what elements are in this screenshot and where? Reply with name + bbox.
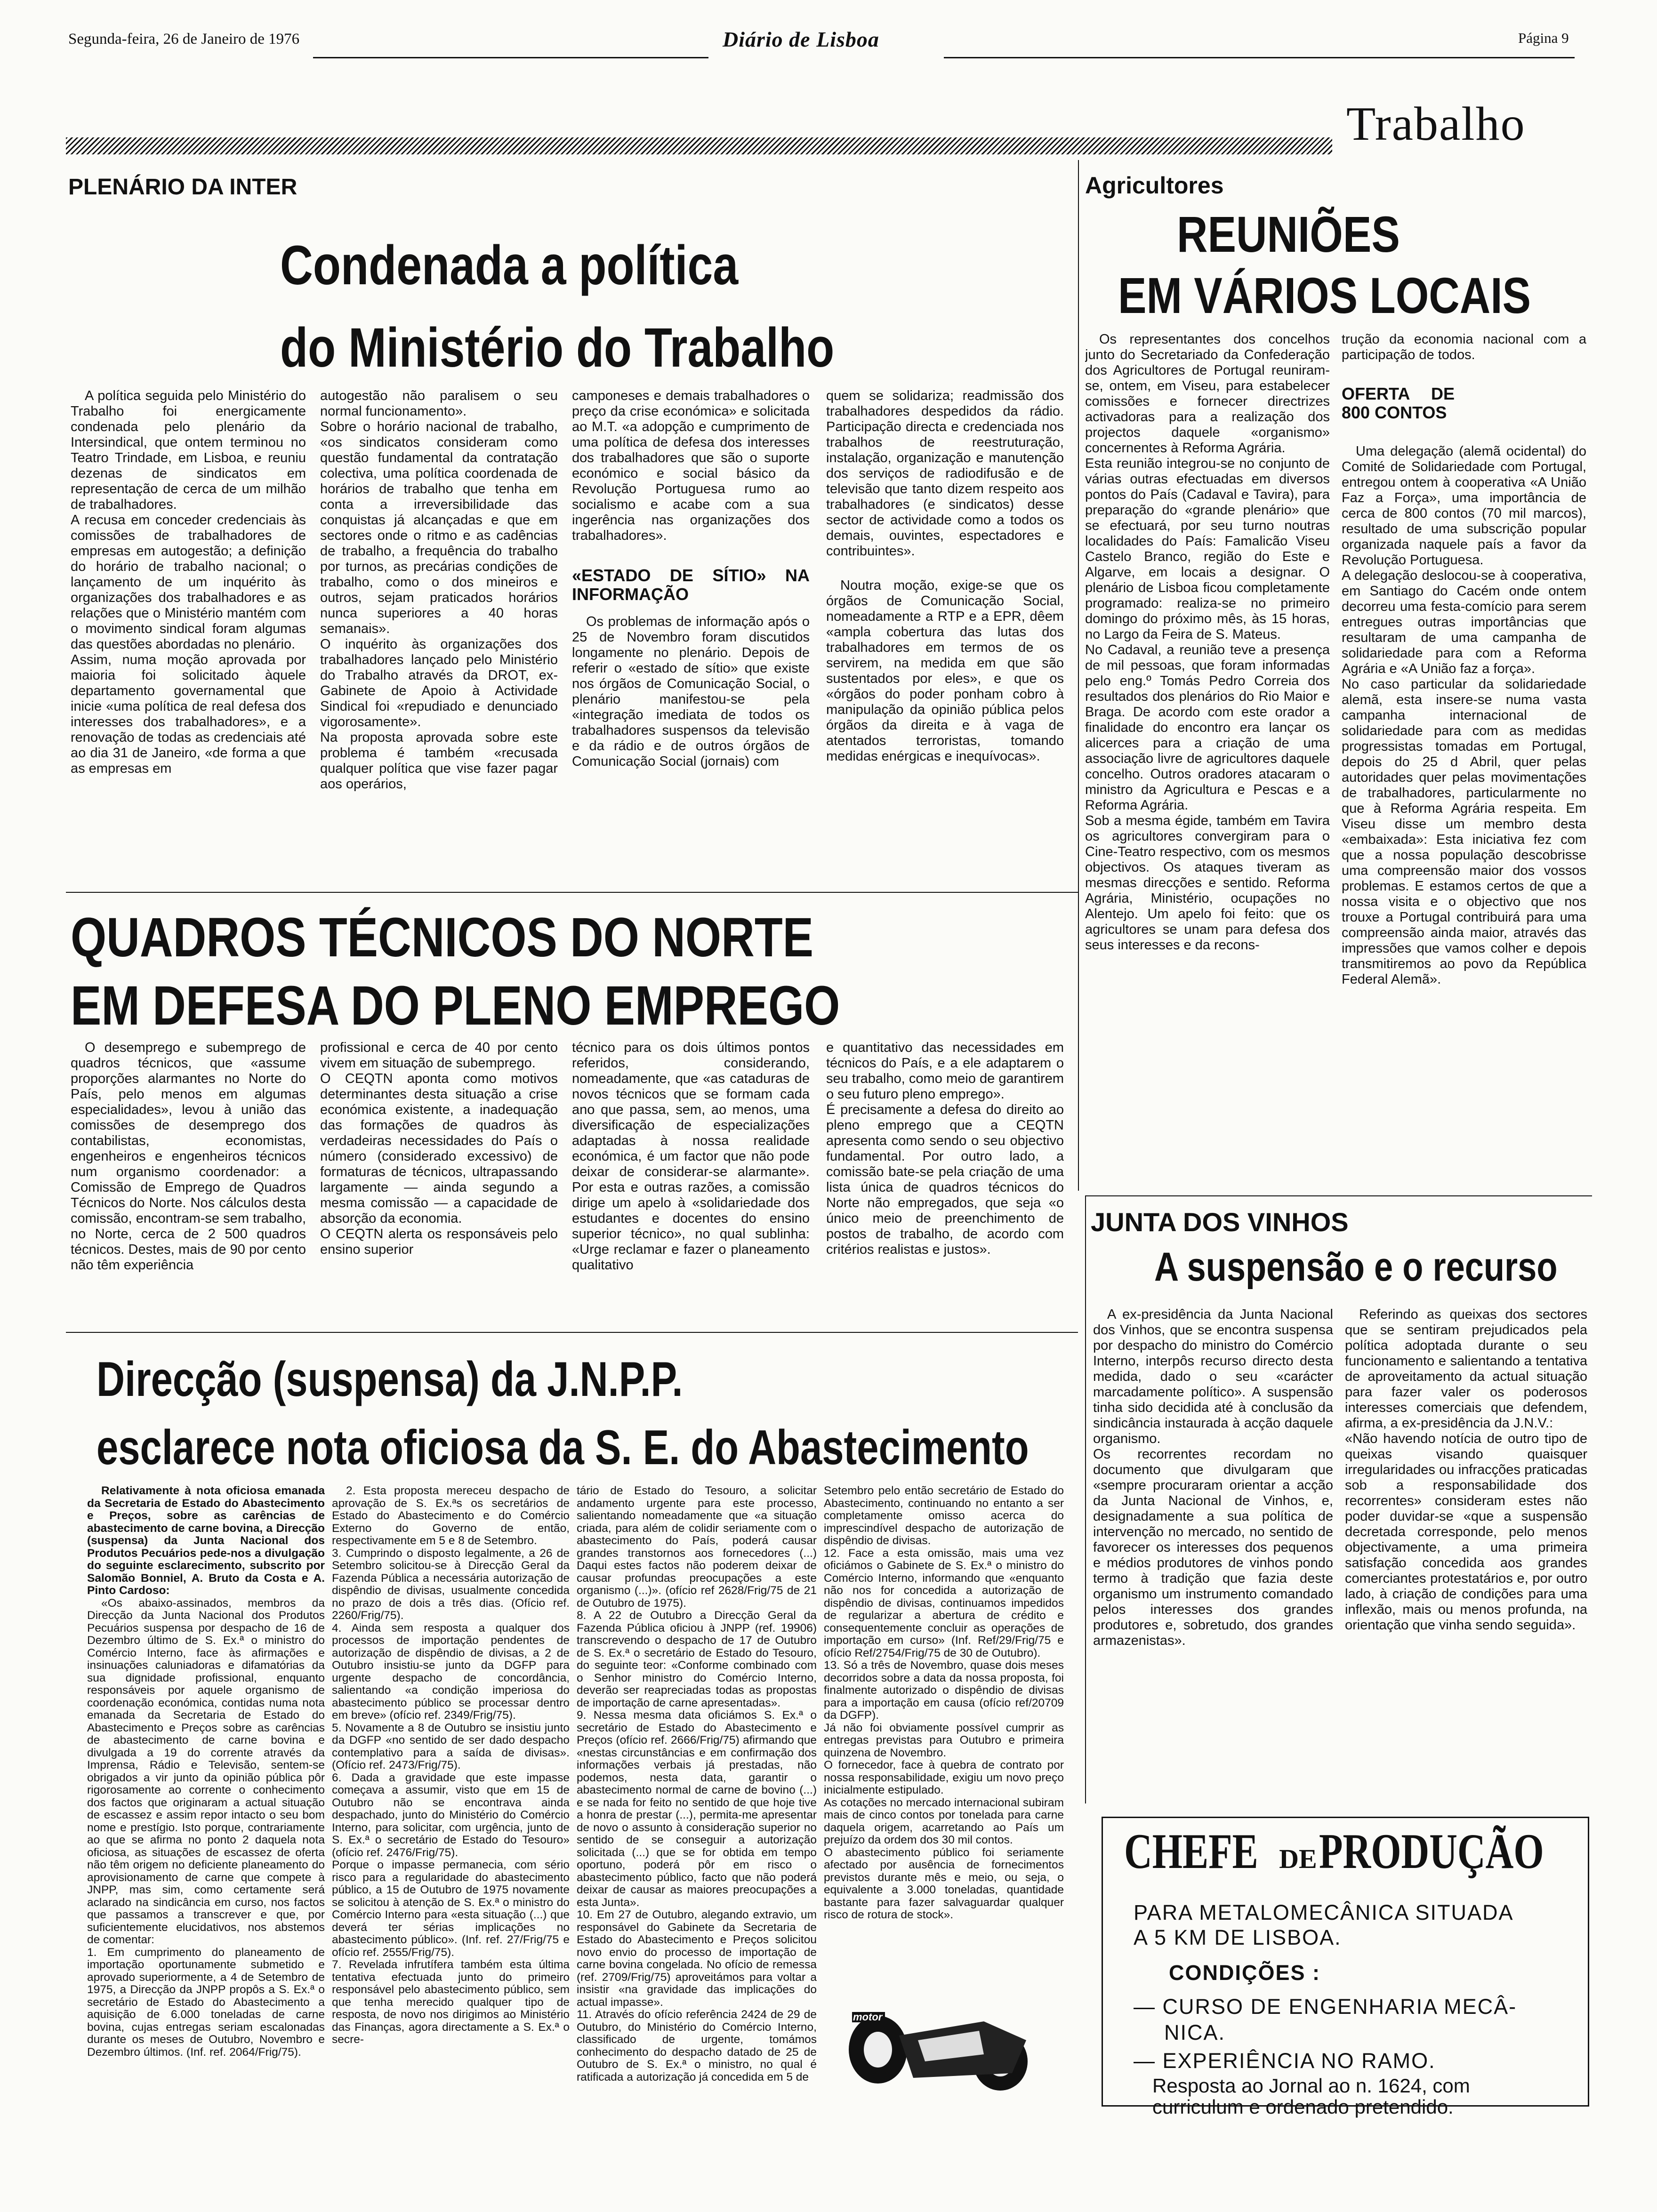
job-ad-reply-2: curriculum e ordenado pretendido.	[1152, 2096, 1454, 2118]
issue-date: Segunda-feira, 26 de Janeiro de 1976	[68, 31, 300, 48]
jnpp-top-rule	[66, 1332, 1078, 1333]
norte-column-2	[320, 1040, 558, 1318]
agri-subhead: OFERTA DE 800 CONTOS	[1342, 384, 1455, 422]
norte-headline-2: EM DEFESA DO PLENO EMPREGO	[71, 975, 840, 1037]
jnpp-headline-2: esclarece nota oficiosa da S. E. do Abastecimento	[97, 1420, 1029, 1475]
norte-col2-text: profissional e cerca de 40 por cento vivem em situação de subemprego. O CEQTN aponta como motivos determinantes desta situação a crise económica existente, a inadequação das formações de quadros às verdadeiras necessidades do País o número (considerado excessivo) de formaturas de técnicos, ultrapassando largamente — ainda segundo a mesma comissão — a capacidade de absorção da economia. O CEQTN alerta os responsáveis pelo ensino superior	[320, 1040, 558, 1257]
agri-column-1	[1085, 332, 1330, 1188]
agri-column-2	[1342, 332, 1586, 1188]
job-ad-title-b: DE	[1279, 1843, 1317, 1874]
inter-headline-2: do Ministério do Trabalho	[280, 317, 835, 379]
jnpp-headline-1: Direcção (suspensa) da J.N.P.P.	[97, 1352, 683, 1407]
newspaper-name: Diário de Lisboa	[723, 27, 879, 51]
masthead-rule-right	[944, 57, 1575, 58]
job-ad-item-1b: NICA.	[1164, 2020, 1226, 2044]
job-ad-reply-1: Resposta ao Jornal ao n. 1624, com	[1152, 2075, 1470, 2097]
jnpp-col2-text: 2. Esta proposta mereceu despacho de aprovação de S. Ex.ªs os secretários de Estado do Abastecimento e do Comércio Externo do Governo de então, respectivamente em 5 e 8 de Setembro. 3. Cumprindo o disposto legalmente, a 26 de Setembro solicitou-se à Direcção Geral da Fazenda Pública a necessária autorização de dispêndio de divisas, usualmente concedida no prazo de dois a três dias. (Ofício ref. 2260/Frig/75). 4. Ainda sem resposta a qualquer dos processos de importação pendentes de autorização de dispêndio de divisas, a 2 de Outubro insistiu-se junto da DGFP para urgente despacho de concordância, salientando «a condição imperiosa do abastecimento público se processar dentro em breve» (ofício ref. 2349/Frig/75). 5. Novamente a 8 de Outubro se insistiu junto da DGFP «no sentido de ser dado despacho contemplativo para a saída de divisas». (Ofício ref. 2473/Frig/75). 6. Dada a gravidade que este impasse começava a assumir, visto que em 15 de Outubro não se encontrava ainda despachado, junto do Ministério do Comércio Interno, para solicitar, com urgência, junto de S. Ex.ª o secretário de Estado do Tesouro» (ofício ref. 2476/Frig/75). Porque o impasse permanecia, com sério risco para a regularidade do abastecimento público, a 15 de Outubro de 1975 novamente se solicitou à atenção de S. Ex.ª o ministro do Comércio Interno para «esta situação (...) que deverá ter sérias implicações no abastecimento público». (Inf. ref. 27/Frig/75 e ofício ref. 2555/Frig/75). 7. Revelada infrutífera também esta última tentativa efectuada junto do primeiro responsável pelo abastecimento público, sem que tenha merecido qualquer tipo de resposta, de novo nos dirigimos ao Ministério das Finanças, agora directamente a S. Ex.ª o secre-	[332, 1485, 570, 2046]
inter-col2-text: autogestão não paralisem o seu normal funcionamento». Sobre o horário nacional de trabalho, «os sindicatos consideram como questão fundamental da contratação colectiva, uma política coordenada de horários de trabalho que tenha em conta a irreversibilidade das conquistas já alcançadas e que em sectores onde o ritmo e as cadências de trabalho, a frequência do trabalho por turnos, as precárias condições de trabalho, como o dos mineiros e outros, sejam praticados horários nunca superiores a 40 horas semanais». O inquérito às organizações dos trabalhadores lançado pelo Ministério do Trabalho através da DROT, ex-Gabinete de Apoio à Actividade Sindical foi «repudiado e denunciado vigorosamente». Na proposta aprovada sobre este problema é também «recusada qualquer política que vise fazer pagar aos operários,	[320, 388, 558, 792]
inter-col4a-text: quem se solidariza; readmissão dos trabalhadores despedidos da rádio. Participação directa e credenciada nos trabalhos de reestruturação, instalação, organização e manutenção dos serviços de radiodifusão e de televisão que tanto dizem respeito aos trabalhadores (e sindicatos) desse sector de actividade como a todos os demais, ouvintes, espectadores e contribuintes».	[826, 388, 1064, 559]
vinhos-box	[1085, 1195, 1592, 1803]
vinhos-column-2	[1345, 1307, 1587, 1796]
agri-headline-1: REUNIÕES	[1177, 206, 1400, 263]
inter-col3a-text: camponeses e demais trabalhadores o preço da crise económica» e solicitada ao M.T. «a adopção e cumprimento de uma política de defesa dos interesses dos trabalhadores que são o suporte económico e social básico da Revolução Portuguesa rumo ao socialismo e acabe com a sua ingerência nas organizações dos trabalhadores».	[572, 388, 810, 543]
jnpp-column-3	[577, 1485, 817, 2158]
vinhos-kicker: JUNTA DOS VINHOS	[1091, 1207, 1349, 1237]
jnpp-column-4	[824, 1485, 1064, 1974]
vinhos-headline: A suspensão e o recurso	[1154, 1244, 1558, 1290]
norte-column-1	[71, 1040, 306, 1318]
norte-column-3	[572, 1040, 810, 1318]
racing-car-illustration	[843, 1984, 1040, 2101]
agri-col1-text: Os representantes dos concelhos junto do Secretariado da Confederação dos Agricultores de Portugal reuniram-se, ontem, em Viseu, para estabelecer comissões e fornecer directrizes activadoras para a realização dos projectos daquele «organismo» concernentes à Reforma Agrária. Esta reunião integrou-se no conjunto de várias outras efectuadas em diversos pontos do País (Cadaval e Tavira), para preparação do «grande plenário» que se efectuará, por seu turno noutras localidades do País: Famalicão Viseu Castelo Branco, região do Este e Algarve, em locais a designar. O plenário de Lisboa ficou completamente programado: realiza-se no primeiro domingo do próximo mês, às 15 horas, no Largo da Feira de S. Mateus. No Cadaval, a reunião teve a presença de mil pessoas, que foram informadas pelo eng.º Tomás Pedro Correia dos resultados dos plenários do Rio Maior e Braga. De acordo com este orador a finalidade do encontro era lançar os alicerces para a criação de uma associação livre de agricultores daquele concelho. Outros oradores atacaram o ministro da Agricultura e Pescas e a Reforma Agrária. Sob a mesma égide, também em Tavira os agricultores convergiram para o Cine-Teatro respectivo, com os mesmos objectivos. Os ataques tiveram as mesmas direcções e sentido. Reforma Agrária, Ministério, ocupações no Alentejo. Um apelo foi feito: que os agricultores se unam para defesa dos seus interesses e da recons-	[1085, 332, 1330, 953]
inter-column-3	[572, 388, 810, 885]
norte-headline-1: QUADROS TÉCNICOS DO NORTE	[71, 906, 813, 969]
photo-caption: motor	[853, 2011, 883, 2023]
vinhos-col1-text: A ex-presidência da Junta Nacional dos Vinhos, que se encontra suspensa por despacho do ministro do Comércio Interno, interpôs recurso directo desta medida, dado o seu «carácter marcadamente político». A suspensão tinha sido decidida até à conclusão da sindicância instaurada à acção daquele organismo. Os recorrentes recordam no documento que divulgaram que «sempre procuraram orientar a acção da Junta Nacional de Vinhos, e, designadamente a sua política de intervenção no mercado, no sentido de favorecer os interesses dos pequenos e médios produtores de vinhos pondo termo à tradição que fazia deste organismo um instrumento comandado pelos interesses dos grandes produtores e, sobretudo, dos grandes armazenistas».	[1093, 1307, 1333, 1648]
section-title: Trabalho	[1346, 97, 1526, 151]
agri-col2a-text: trução da economia nacional com a participação de todos.	[1342, 332, 1586, 362]
norte-col4-text: e quantitativo das necessidades em técnicos do País, e a ele adaptarem o seu trabalho, como meio de garantirem o seu futuro pleno emprego». É precisamente a defesa do direito ao pleno emprego que a CEQTN apresenta como sendo o seu objectivo fundamental. Por outro lado, a comissão bate-se pela criação de uma lista única de quadros técnicos do Norte não empregados, que seja «o único meio de preenchimento de postos de trabalho, de acordo com critérios realistas e justos».	[826, 1040, 1064, 1257]
job-ad-box	[1102, 1817, 1589, 2118]
inter-column-2	[320, 388, 558, 885]
inter-subhead: «ESTADO DE SÍTIO» NA INFORMAÇÃO	[572, 566, 810, 604]
jnpp-col3-text: tário de Estado do Tesouro, a solicitar andamento urgente para este processo, salientando nomeadamente que «a situação criada, para além de colidir seriamente com o abastecimento do País, poderá causar grandes transtornos aos fornecedores (...) Daqui estes factos não poderem deixar de causar profundas preocupações a este organismo (...)». (ofício ref 2628/Frig/75 de 21 de Outubro de 1975). 8. A 22 de Outubro a Direcção Geral da Fazenda Pública oficiou à JNPP (ref. 19906) transcrevendo o despacho de 17 de Outubro de S. Ex.ª o secretário de Estado do Tesouro, do seguinte teor: «Conforme combinado com o Senhor ministro do Comércio Interno, deverão ser reapreciadas todas as propostas de importação de carne apresentadas». 9. Nessa mesma data oficiámos S. Ex.ª o secretário de Estado do Abastecimento e Preços (ofício ref. 2666/Frig/75) afirmando que «nestas circunstâncias e em confirmação dos informações verbais já prestadas, não podemos, nesta data, garantir o abastecimento normal de carne de bovino (...) e se nada for feito no sentido de que hoje tive a honra de prestar (...), permita-me apresentar de novo o assunto à consideração superior no sentido de se conseguir a autorização solicitada (...) que se for obtida em tempo oportuno, poderá pôr em risco o abastecimento público, facto que não poderá deixar de causar as maiores preocupações a esta Junta». 10. Em 27 de Outubro, alegando extravio, um responsável do Gabinete da Secretaria de Estado do Abastecimento e Preços solicitou novo envio do processo de importação de carne bovina congelada. No ofício de remessa (ref. 2709/Frig/75) aproveitámos para voltar a insistir «na gravidade das implicações do actual impasse». 11. Através do ofício referência 2424 de 29 de Outubro, do Ministério do Comércio Interno, classificado de urgente, tomámos conhecimento do despacho datado de 25 de Outubro de S. Ex.ª o ministro, no qual é ratificada a autorização já concedida em 5 de	[577, 1485, 817, 2084]
section-band	[66, 137, 1332, 154]
norte-top-rule	[66, 892, 1078, 893]
norte-column-4	[826, 1040, 1064, 1318]
jnpp-column-2	[332, 1485, 570, 2158]
agri-kicker: Agricultores	[1085, 172, 1224, 199]
inter-column-1	[71, 388, 306, 885]
racing-car-photo	[843, 1984, 1040, 2101]
jnpp-column-1	[87, 1485, 325, 2158]
inter-col3b-text: Os problemas de informação após o 25 de Novembro foram discutidos longamente no plenário. Depois de referir o «estado de sítio» que existe nos órgãos de Comunicação Social, o plenário manifestou-se pela «integração imediata de todos os trabalhadores suspensos da televisão e da rádio e de outros órgãos de Comunicação Social (jornais) com	[572, 614, 810, 769]
jnpp-col1-text: «Os abaixo-assinados, membros da Direcção da Junta Nacional dos Produtos Pecuários suspensa por despacho de 16 de Dezembro último de S. Ex.ª o ministro do Comércio Interno, face às afirmações e insinuações caluniadoras e difamatórias da sua dignidade profissional, enquanto responsáveis por aquele organismo de coordenação económica, contidas numa nota emanada da Secretaria de Estado do Abastecimento e Preços sobre as carências de abastecimento de carne bovina e divulgada a 19 do corrente através da Imprensa, Rádio e Televisão, sentem-se obrigados a vir junto da opinião pública pôr rigorosamente ao corrente o conhecimento dos factos que originaram a actual situação de escassez e assim repor intacto o seu bom nome e prestígio. Isto porque, contrariamente ao que se afirma no ponto 2 daquela nota oficiosa, as situações de escassez de oferta não têm origem no deficiente planeamento do aprovisionamento de carne que compete à JNPP, mas sim, como certamente será aclarado na sindicância em curso, nos factos que passamos a transcrever e que, por suficientemente elucidativos, nos abstemos de comentar: 1. Em cumprimento do planeamento de importação oportunamente submetido e aprovado superiormente, a 4 de Setembro de 1975, a Direcção da JNPP propôs a S. Ex.ª o secretário de Estado do Abastecimento a aquisição de 6.000 toneladas de carne bovina, cujas entregas seriam escalonadas durante os meses de Outubro, Novembro e Dezembro últimos. (Inf. ref. 2064/Frig/75).	[87, 1596, 325, 2059]
job-ad-conditions: CONDIÇÕES :	[1169, 1961, 1321, 1985]
vinhos-column-1	[1093, 1307, 1333, 1796]
job-ad-item-1a: — CURSO DE ENGENHARIA MECÂ-	[1134, 1995, 1517, 2019]
inter-col4b-text: Noutra moção, exige-se que os órgãos de Comunicação Social, nomeadamente a RTP e a EPR, dêem «ampla cobertura das lutas dos trabalhadores em termos de os servirem, na medida em que são sustentados por eles», e que os «órgãos do poder ponham cobro à manipulação da opinião pública pelos órgãos da direita e à vaga de atentados terroristas, tomando medidas enérgicas e inequívocas».	[826, 578, 1064, 764]
page-number: Página 9	[1518, 30, 1569, 46]
masthead	[68, 26, 1582, 68]
job-ad-item-2: — EXPERIÊNCIA NO RAMO.	[1134, 2049, 1436, 2073]
job-ad-line-1: PARA METALOMECÂNICA SITUADA	[1134, 1900, 1514, 1924]
job-ad-title-a: CHEFE	[1124, 1824, 1258, 1879]
vinhos-col2-text: Referindo as queixas dos sectores que se sentiram prejudicados pela política adoptada durante o seu funcionamento e salientando a tentativa de aproveitamento da actual situação para fazer valer os poderosos interesses comerciais que defendem, afirma, a ex-presidência da J.N.V.: «Não havendo notícia de outro tipo de queixas visando quaisquer irregularidades ou infracções praticadas sob a responsabilidade dos recorrentes» consideram estes não poder duvidar-se «que a suspensão decretada corresponde, pelo menos objectivamente, a uma primeira satisfação concedida aos grandes comerciantes protestatários e, por outro lado, à criação de condições para uma inflexão, mais ou menos profunda, na orientação que vinha sendo seguida».	[1345, 1307, 1587, 1633]
masthead-rule-left	[313, 57, 708, 58]
jnpp-col4-text: Setembro pelo então secretário de Estado do Abastecimento, continuando no entanto a ser completamente omisso acerca do imprescindível despacho de autorização de dispêndio de divisas. 12. Face a esta omissão, mais uma vez oficiámos o Gabinete de S. Ex.ª o ministro do Comércio Interno, informando que «enquanto não nos for concedida a autorização de dispêndio de divisas, continuamos impedidos de regularizar a abertura de crédito e consequentemente concluir as operações de importação em curso» (Inf. Ref/29/Frig/75 e ofício Ref/2754/Frig/75 de 30 de Outubro). 13. Só a três de Novembro, quase dois meses decorridos sobre a data da nossa proposta, foi finalmente autorizado o dispêndio de divisas para a importação em causa (ofício ref/20709 da DGFP). Já não foi obviamente possível cumprir as entregas previstas para Outubro e primeira quinzena de Novembro. O fornecedor, face à quebra de contrato por nossa responsabilidade, exigiu um novo preço inicialmente estipulado. As cotações no mercado internacional subiram mais de cinco contos por tonelada para carne daquela origem, acarretando ao País um prejuízo da ordem dos 30 mil contos. O abastecimento público foi seriamente afectado por ausência de fornecimentos previstos durante mês e meio, ou seja, o equivalente a 3.000 toneladas, quantidade bastante para fazer salvaguardar qualquer risco de rotura de stock».	[824, 1485, 1064, 1921]
job-ad-line-2: A 5 KM DE LISBOA.	[1134, 1925, 1342, 1949]
job-ad-title	[1124, 1823, 1607, 1880]
inter-kicker: PLENÁRIO DA INTER	[68, 175, 298, 200]
inter-headline-1: Condenada a política	[280, 234, 739, 297]
agri-headline-2: EM VÁRIOS LOCAIS	[1118, 267, 1531, 324]
jnpp-lead-text: Relativamente à nota oficiosa emanada da Secretaria de Estado do Abastecimento e Preços, sobre as carências de abastecimento de carne bovina, a Direcção (suspensa) da Junta Nacional dos Produtos Pecuários pede-nos a divulgação do seguinte esclarecimento, subscrito por Salomão Bonniel, A. Bruto da Costa e A. Pinto Cardoso:	[87, 1485, 325, 1597]
inter-column-4	[826, 388, 1064, 885]
job-ad-title-c: PRODUÇÃO	[1319, 1824, 1544, 1879]
right-column-divider	[1078, 160, 1079, 1191]
norte-col1-text: O desemprego e subemprego de quadros técnicos, que «assume proporções alarmantes no Norte do País, pelo menos em algumas especialidades», levou à união das comissões de desemprego dos contabilistas, economistas, engenheiros e engenheiros técnicos num organismo coordenador: a Comissão de Emprego de Quadros Técnicos do Norte. Nos cálculos desta comissão, encontram-se sem trabalho, no Norte, cerca de 2 500 quadros técnicos. Destes, mais de 90 por cento não têm experiência	[71, 1040, 306, 1273]
agri-col2b-text: Uma delegação (alemã ocidental) do Comité de Solidariedade com Portugal, entregou ontem à cooperativa «A União Faz a Força», uma importância de cerca de 800 contos (70 mil marcos), resultado de uma subscrição popular organizada naquele país a favor da Revolução Portuguesa. A delegação deslocou-se à cooperativa, em Santiago do Cacém onde ontem decorreu uma festa-comício para serem entregues outras importâncias que resultaram de uma campanha de solidariedade para com a Reforma Agrária e «A União faz a força». No caso particular da solidariedade alemã, esta insere-se numa vasta campanha internacional de solidariedade para com as medidas progressistas tomadas em Portugal, depois do 25 d Abril, quer pelas autoridades quer pelas movimentações de trabalhadores, particularmente no que à Reforma Agrária respeita. Em Viseu disse um membro desta «embaixada»: Esta iniciativa fez com que a nossa população descobrisse uma compreensão maior dos vossos problemas. E estamos certos de que a nossa visita e o objectivo que nos trouxe a Portugal contribuirá para uma compreensão ainda maior, através das impressões que vamos colher e depois transmitiremos ao povo da República Federal Alemã».	[1342, 444, 1586, 987]
norte-col3-text: técnico para os dois últimos pontos referidos, considerando, nomeadamente, que «as cataduras de novos técnicos que se formam cada ano que passa, sem, ao menos, uma diversificação de especializações adaptadas à nossa realidade económica, é um factor que não pode deixar de considerar-se alarmante». Por esta e outras razões, a comissão dirige um apelo à «solidariedade dos estudantes e docentes do ensino superior técnico», no qual sublinha: «Urge reclamar e fazer o planeamento qualitativo	[572, 1040, 810, 1273]
inter-col1-text: A política seguida pelo Ministério do Trabalho foi energicamente condenada pelo plenário da Intersindical, que ontem terminou no Teatro Trindade, em Lisboa, e reuniu dezenas de sindicatos em representação de cerca de um milhão de trabalhadores. A recusa em conceder credenciais às comissões de trabalhadores de empresas em autogestão; a definição do horário de trabalho nacional; o lançamento de um inquérito às organizações dos trabalhadores e as relações que o Ministério mantém com o movimento sindical foram algumas das questões abordadas no plenário. Assim, numa moção aprovada por maioria foi solicitado àquele departamento governamental que inicie «uma política de real defesa dos interesses dos trabalhadores», e a renovação de todas as credenciais até ao dia 31 de Janeiro, «de forma a que as empresas em	[71, 388, 306, 776]
